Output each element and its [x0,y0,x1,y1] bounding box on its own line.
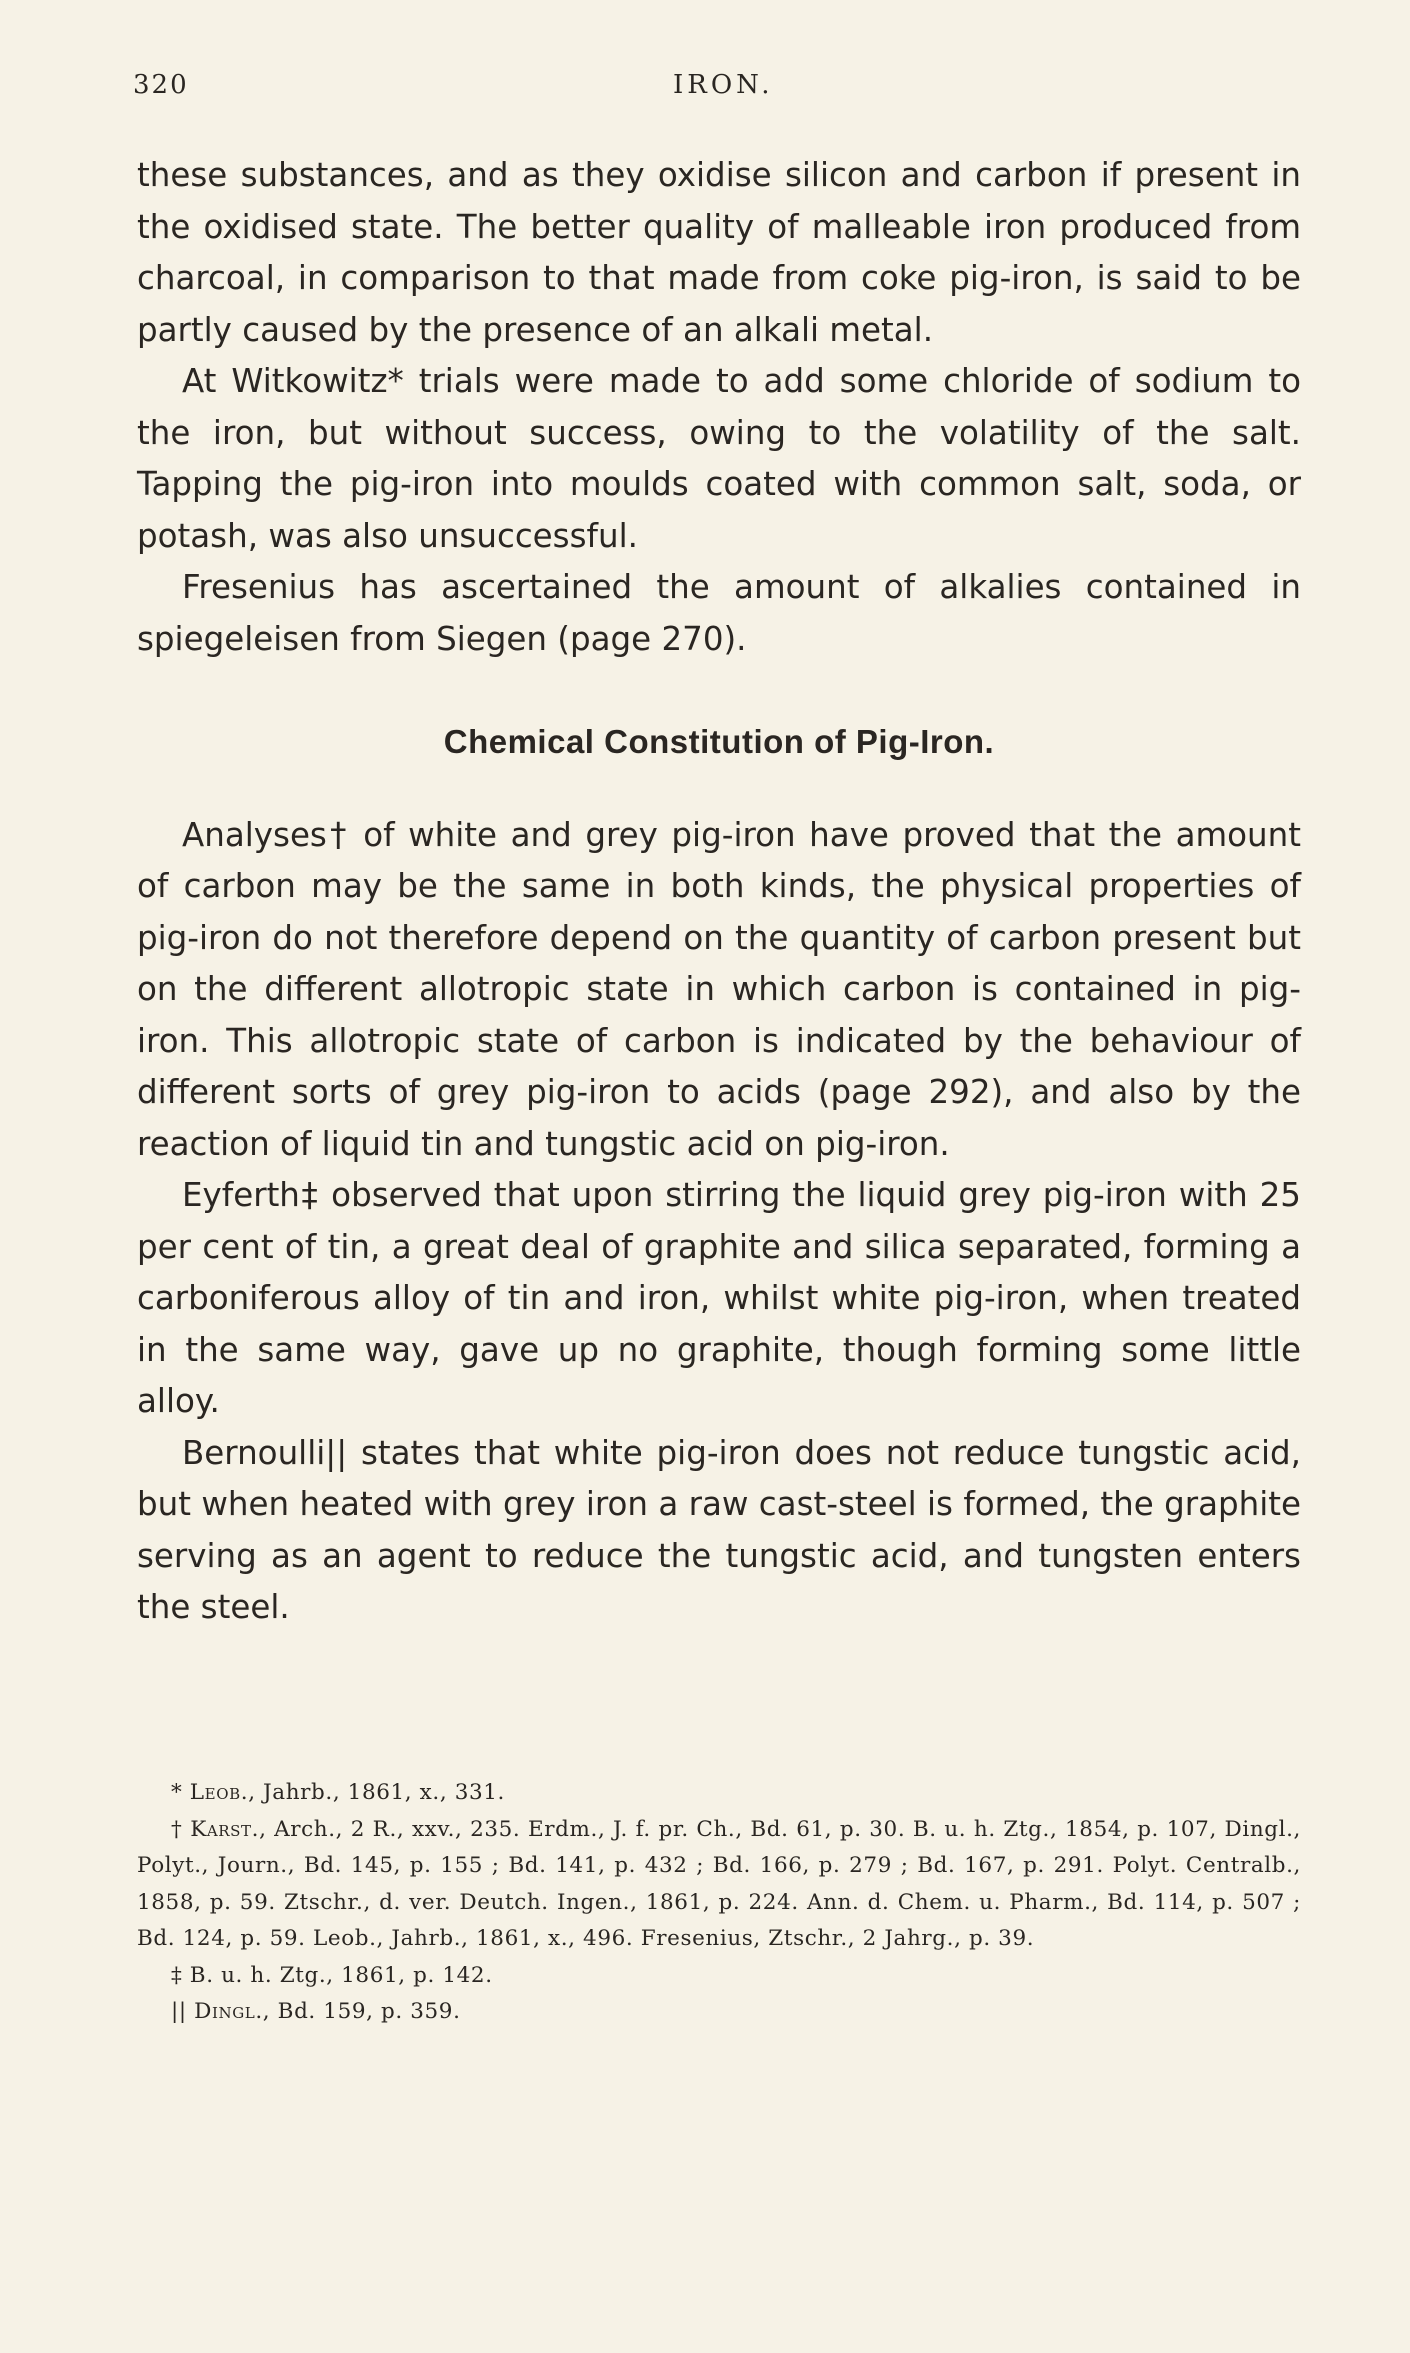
paragraph: these substances, and as they oxidise silicon and carbon if present in the oxidised state. The better quality of malleable iron produced from charcoal, in comparison to that made from coke pig-iron, is said to be partly caused by the presence of an alkali metal. [137,156,1301,349]
footnote [137,1994,1301,2031]
footnote-author: Karst. [190,1816,260,1842]
footnote-text: B. u. h. Ztg., 1861, p. 142. [189,1962,493,1988]
footnote-marker: † [171,1816,183,1842]
page-header [133,70,1303,110]
paragraph: Bernoulli|| states that white pig-iron does not reduce tungstic acid, but when heated with grey iron a raw cast-steel is formed, the graphite serving as an agent to reduce the tungstic acid, and tungsten enters the steel. [137,1433,1301,1626]
footnote-author: Leob. [189,1780,249,1805]
footnote-text: , Jahrb., 1861, x., 331. [248,1780,505,1805]
footnote [137,1775,1301,1812]
page-number: 320 [133,70,189,100]
section-heading: Chemical Constitution of Pig-Iron. [443,723,995,760]
footnote [137,1812,1301,1958]
footnote-author: Dingl. [194,1999,263,2024]
footnote-marker: ‡ [171,1962,183,1988]
paragraph: Analyses† of white and grey pig-iron have proved that the amount of carbon may be the same in both kinds, the physical properties of pig-iron do not therefore depend on the quantity of carbon present but on the different allotropic state in which carbon is contained in pig-iron. This allotropic state of carbon is indicated by the behaviour of different sorts of grey pig-iron to acids (page 292), and also by the reaction of liquid tin and tungstic acid on pig-iron. [137,815,1301,1163]
footnote-marker: * [171,1780,183,1805]
footnotes [137,1775,1301,2031]
running-title: IRON. [673,70,774,100]
paragraph: Fresenius has ascertained the amount of alkalies contained in spiegeleisen from Siegen (page 270). [137,568,1301,658]
footnote-text: , Arch., 2 R., xxv., 235. Erdm., J. f. pr. Ch., Bd. 61, p. 30. B. u. h. Ztg., 1854, p. 107, Dingl., Polyt., Journ., Bd. 145, p. 155 ; Bd. 141, p. 432 ; Bd. 166, p. 279 ; Bd. 167, p. 291. Polyt. Centralb., 1858, p. 59. Ztschr., d. ver. Deutch. Ingen., 1861, p. 224. Ann. d. Chem. u. Pharm., Bd. 114, p. 507 ; Bd. 124, p. 59. Leob., Jahrb., 1861, x., 496. Fresenius, Ztschr., 2 Jahrg., p. 39. [137,1816,1301,1951]
footnote [137,1958,1301,1995]
footnote-text: , Bd. 159, p. 359. [262,1999,461,2024]
paragraph: At Witkowitz* trials were made to add some chloride of sodium to the iron, but without success, owing to the volatility of the salt. Tapping the pig-iron into moulds coated with common salt, soda, or potash, was also unsuccessful. [137,362,1301,555]
footnote-marker: || [171,1999,187,2024]
body-text [137,150,1301,1634]
paragraph: Eyferth‡ observed that upon stirring the liquid grey pig-iron with 25 per cent of tin, a great deal of graphite and silica separated, forming a carboniferous alloy of tin and iron, whilst white pig-iron, when treated in the same way, gave up no graphite, though forming some little alloy. [137,1176,1301,1420]
